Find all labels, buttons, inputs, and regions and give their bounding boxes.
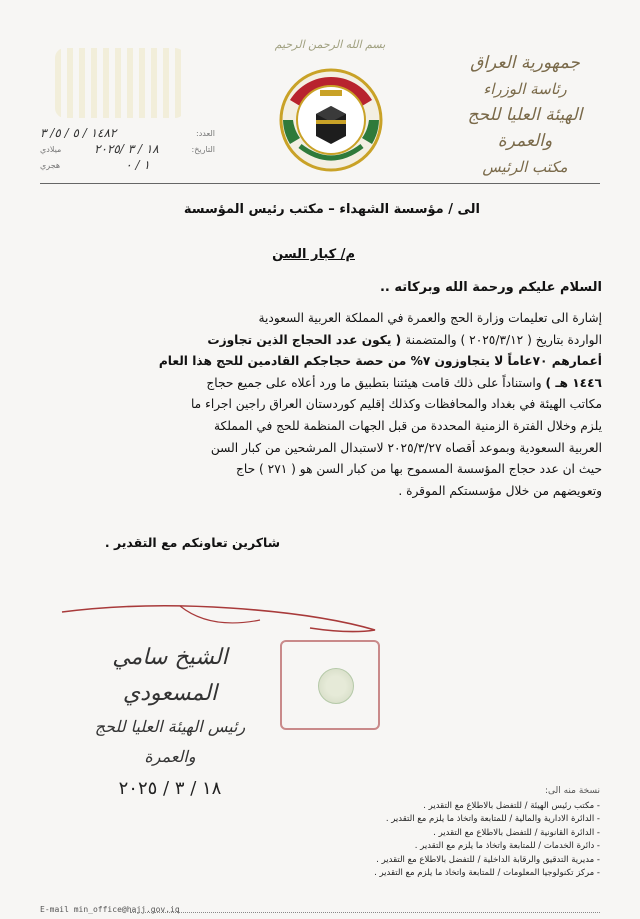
cc-item: - الدائرة القانونية / للتفضل بالاطلاع مع التقدير . xyxy=(433,827,600,838)
body-line: حيث ان عدد حجاج المؤسسة المسموح بها من كبار السن هو ( ٢٧١ ) حاج xyxy=(236,462,602,477)
signatory-name: الشيخ سامي المسعودي xyxy=(112,645,228,706)
body-line: العربية السعودية وبموعد أقصاه ٢٠٢٥/٣/٢٧ لاستبدال المرشحين من كبار السن xyxy=(210,440,602,455)
bismillah: بسم الله الرحمن الرحيم xyxy=(274,38,386,51)
addressee: الى / مؤسسة الشهداء – مكتب رئيس المؤسسة xyxy=(183,202,480,217)
body-line: إشارة الى تعليمات وزارة الحج والعمرة في المملكة العربية السعودية xyxy=(258,311,602,325)
cc-item: - مديرية التدقيق والرقابة الداخلية / للتفضل بالاطلاع مع التقدير . xyxy=(376,854,600,865)
org-line: جمهورية العراق xyxy=(470,53,580,73)
body-line: مكاتب الهيئة في بغداد والمحافظات وكذلك إقليم كوردستان العراق راجين اجراء ما xyxy=(190,397,602,412)
subject: م/ كبار السن xyxy=(272,247,355,262)
hajj-seal-logo-icon xyxy=(278,66,384,174)
hijri-value: ١ / ٠ xyxy=(125,158,150,172)
org-line: الهيئة العليا للحج والعمرة xyxy=(467,105,583,151)
stamp-emblem-icon xyxy=(318,668,354,704)
cc-heading: نسخة منه الى: xyxy=(544,786,600,796)
cc-item: - دائرة الخدمات / للمتابعة واتخاذ ما يلزم مع التقدير . xyxy=(414,841,600,851)
date-value: ١٨ / ٣ /٢٠٢٥ xyxy=(94,142,159,156)
cc-list xyxy=(280,785,600,881)
org-line: رئاسة الوزراء xyxy=(483,80,567,98)
body-line: الواردة بتاريخ ( ٢٠٢٥/٣/١٢ ) والمتضمنة ( يكون عدد الحجاج الذين تجاوزت xyxy=(207,332,602,347)
body-line: أعمارهم ٧٠عاماً لا يتجاوزون ٧% من حصة حجاجكم القادمين للحج هذا العام xyxy=(158,354,602,369)
footer-email: E-mail min_office@hajj.gov.iq xyxy=(40,905,180,914)
body-line: وتعويضهم من خلال مؤسستكم الموقرة . xyxy=(398,483,602,498)
ref-number: ١٤٨٢ / ٥ / ٥/ ٣ xyxy=(40,126,117,140)
cc-item: - مكتب رئيس الهيئة / للتفضل بالاطلاع مع التقدير . xyxy=(423,800,600,811)
org-line: مكتب الرئيس xyxy=(482,158,568,176)
footer-divider xyxy=(130,912,600,913)
header-divider xyxy=(40,183,600,184)
signature-block xyxy=(70,640,270,806)
ref-label: العدد: xyxy=(196,128,215,138)
date-label: التاريخ: xyxy=(191,144,215,154)
gregorian-label: ميلادي xyxy=(40,144,62,154)
watermark-decoration xyxy=(55,48,185,118)
closing-thanks: شاكرين تعاونكم مع التقدير . xyxy=(104,535,280,550)
ref-row xyxy=(40,125,215,141)
hijri-row xyxy=(40,157,215,173)
body-line: يلزم وخلال الفترة الزمنية المحددة من قبل الجهات المنظمة للحج في المملكة xyxy=(213,418,602,433)
org-header xyxy=(450,50,600,180)
cc-item: - مركز تكنولوجيا المعلومات / للمتابعة واتخاذ ما يلزم مع التقدير . xyxy=(374,868,600,878)
hijri-label: هجري xyxy=(40,160,61,170)
letter-body xyxy=(37,308,602,502)
greeting: السلام عليكم ورحمة الله وبركاته .. xyxy=(379,280,602,295)
handwritten-signature-icon xyxy=(60,600,380,640)
date-row xyxy=(40,141,215,157)
body-line: ١٤٤٦ هـ ) واستناداً على ذلك قامت هيئتنا بتطبيق ما ورد أعلاه على جميع حجاج xyxy=(206,375,602,390)
cc-item: - الدائرة الادارية والمالية / للمتابعة واتخاذ ما يلزم مع التقدير . xyxy=(385,814,600,824)
reference-block xyxy=(40,125,215,173)
signatory-title: رئيس الهيئة العليا للحج والعمرة xyxy=(94,717,246,766)
signature-date: ١٨ / ٣ / ٢٠٢٥ xyxy=(118,778,222,799)
